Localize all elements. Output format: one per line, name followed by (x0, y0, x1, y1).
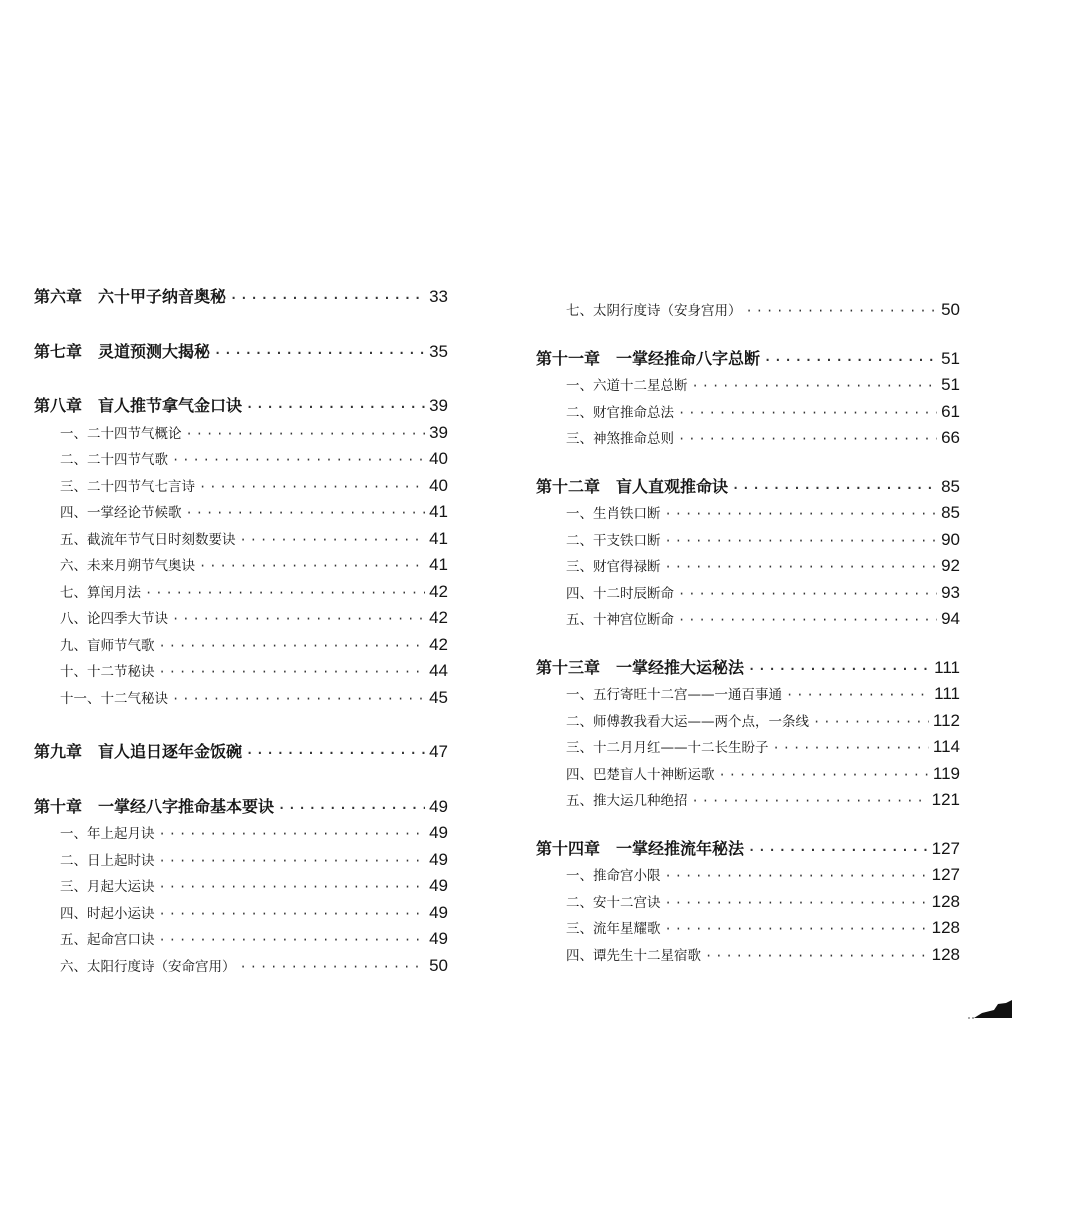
page-number: 41 (429, 555, 448, 574)
toc-section-entry[interactable] (536, 708, 960, 735)
page-number: 41 (429, 528, 448, 548)
page-number: 114 (932, 737, 960, 756)
toc-section-entry[interactable] (34, 847, 448, 874)
entry-title: 四、时起小运诀 (60, 905, 155, 922)
dot-leader (240, 527, 426, 554)
dot-leader (719, 762, 929, 789)
toc-chapter-entry[interactable] (536, 836, 960, 863)
entry-title: 第七章 灵道预测大揭秘 (34, 341, 211, 361)
toc-section-entry[interactable] (34, 926, 448, 953)
page-number: 119 (932, 763, 960, 783)
toc-section-entry[interactable] (536, 425, 960, 452)
dot-leader (159, 633, 426, 660)
dot-leader (278, 795, 425, 822)
page-number: 112 (932, 710, 960, 730)
page-number: 127 (931, 838, 960, 858)
dot-leader (145, 580, 425, 607)
page-number: 128 (931, 944, 960, 964)
page-number: 111 (934, 684, 960, 703)
entry-title: 四、巴楚盲人十神断运歌 (566, 766, 715, 783)
entry-title: 十一、十二气秘诀 (60, 690, 168, 707)
dot-leader (199, 474, 425, 501)
page-number: 50 (941, 300, 960, 319)
dot-leader (746, 298, 938, 325)
entry-title: 五、十神宫位断命 (566, 612, 674, 628)
toc-chapter-entry[interactable] (34, 794, 448, 821)
dot-leader (159, 874, 426, 901)
dot-leader (773, 735, 929, 762)
page-number: 33 (429, 287, 448, 306)
page-number: 35 (429, 341, 448, 361)
dot-leader (159, 848, 426, 875)
toc-section-entry[interactable] (34, 605, 448, 632)
toc-section-entry[interactable] (34, 526, 448, 553)
dot-leader (665, 501, 938, 528)
dot-leader (199, 553, 425, 580)
page-number: 49 (429, 929, 448, 948)
entry-title: 一、年上起月诀 (60, 826, 155, 842)
toc-section-entry[interactable] (536, 681, 960, 708)
toc-section-entry[interactable] (536, 297, 960, 324)
entry-title: 五、截流年节气日时刻数要诀 (60, 531, 236, 548)
entry-title: 第九章 盲人追日逐年金饭碗 (34, 742, 243, 761)
dot-leader (240, 954, 426, 981)
entry-title: 一、生肖铁口断 (566, 506, 661, 522)
page-number: 42 (429, 634, 448, 654)
page-number: 50 (429, 955, 448, 975)
dot-leader (159, 659, 426, 686)
page-number: 47 (429, 742, 448, 761)
dot-leader (732, 475, 937, 502)
toc-section-entry[interactable] (34, 685, 448, 712)
dot-leader (705, 943, 928, 970)
toc-group (34, 739, 448, 766)
entry-title: 七、太阴行度诗（安身宫用） (566, 303, 742, 319)
entry-title: 十、十二节秘诀 (60, 664, 155, 680)
entry-title: 一、推命宫小限 (566, 868, 661, 884)
dot-leader (186, 500, 426, 527)
entry-title: 六、太阳行度诗（安命宫用） (60, 958, 236, 975)
dot-leader (678, 607, 937, 634)
page-number: 61 (941, 401, 960, 421)
toc-section-entry[interactable] (536, 606, 960, 633)
toc-section-entry[interactable] (34, 552, 448, 579)
toc-section-entry[interactable] (536, 761, 960, 788)
page-number: 121 (931, 790, 960, 809)
toc-group (34, 284, 448, 311)
toc-section-entry[interactable] (34, 632, 448, 659)
toc-chapter-entry[interactable] (34, 393, 448, 420)
toc-section-entry[interactable] (34, 473, 448, 500)
entry-title: 五、起命宫口诀 (60, 932, 155, 948)
dot-leader (246, 740, 425, 767)
dot-leader (692, 788, 928, 815)
entry-title: 二、安十二宫诀 (566, 894, 661, 911)
entry-title: 七、算闰月法 (60, 584, 141, 601)
entry-title: 一、二十四节气概论 (60, 425, 182, 442)
entry-title: 四、十二时辰断命 (566, 585, 674, 602)
entry-title: 二、干支铁口断 (566, 532, 661, 549)
page-number: 93 (941, 582, 960, 602)
dot-leader (246, 394, 425, 421)
toc-section-entry[interactable] (34, 953, 448, 980)
toc-section-entry[interactable] (34, 873, 448, 900)
entry-title: 八、论四季大节诀 (60, 611, 168, 627)
page-number: 49 (429, 796, 448, 816)
dot-leader (692, 373, 938, 400)
toc-section-entry[interactable] (34, 820, 448, 847)
toc-group (34, 393, 448, 711)
dot-leader (665, 528, 938, 555)
toc-section-entry[interactable] (536, 862, 960, 889)
page-number: 45 (429, 687, 448, 707)
toc-left-column (34, 284, 448, 979)
dot-leader (678, 581, 937, 608)
page-corner-mark (968, 998, 1012, 1020)
toc-section-entry[interactable] (34, 900, 448, 927)
page-number: 85 (941, 476, 960, 496)
dot-leader (159, 927, 426, 954)
dot-leader (186, 421, 426, 448)
page-number: 42 (429, 581, 448, 601)
toc-group (536, 474, 960, 633)
entry-title: 三、神煞推命总则 (566, 431, 674, 447)
page-number: 128 (931, 891, 960, 911)
entry-title: 九、盲师节气歌 (60, 637, 155, 654)
toc-section-entry[interactable] (536, 942, 960, 969)
dot-leader (159, 901, 426, 928)
toc-section-entry[interactable] (34, 446, 448, 473)
entry-title: 第十一章 一掌经推命八字总断 (536, 348, 761, 368)
dot-leader (665, 863, 928, 890)
dot-leader (214, 340, 425, 367)
toc-section-entry[interactable] (34, 579, 448, 606)
dot-leader (665, 554, 938, 581)
page-number: 90 (941, 529, 960, 549)
entry-title: 二、财官推命总法 (566, 404, 674, 421)
dot-leader (159, 821, 426, 848)
toc-section-entry[interactable] (536, 915, 960, 942)
entry-title: 第八章 盲人推节拿气金口诀 (34, 396, 243, 415)
toc-group (536, 655, 960, 814)
dot-leader (172, 686, 425, 713)
entry-title: 三、月起大运诀 (60, 879, 155, 895)
dot-leader (786, 682, 930, 709)
entry-title: 二、二十四节气歌 (60, 452, 168, 468)
page-number: 40 (429, 449, 448, 468)
page-number: 127 (931, 865, 960, 884)
dot-leader (665, 890, 928, 917)
entry-title: 第十二章 盲人直观推命诀 (536, 476, 729, 496)
page-number: 39 (429, 396, 448, 415)
toc-chapter-entry[interactable] (536, 346, 960, 373)
toc-section-entry[interactable] (536, 372, 960, 399)
page-number: 66 (941, 428, 960, 447)
entry-title: 六、未来月朔节气奥诀 (60, 558, 195, 574)
dot-leader (678, 400, 937, 427)
toc-section-entry[interactable] (536, 553, 960, 580)
page-number: 49 (429, 876, 448, 895)
toc-section-entry[interactable] (34, 499, 448, 526)
entry-title: 一、五行寄旺十二宫——一通百事通 (566, 687, 782, 703)
toc-group (536, 836, 960, 969)
entry-title: 三、十二月月红——十二长生盼子 (566, 740, 769, 756)
toc-section-entry[interactable] (34, 658, 448, 685)
page-number: 49 (429, 849, 448, 869)
toc-section-entry[interactable] (536, 500, 960, 527)
entry-title: 第十三章 一掌经推大运秘法 (536, 657, 745, 677)
page-number: 92 (941, 556, 960, 575)
toc-section-entry[interactable] (536, 399, 960, 426)
page-number: 42 (429, 608, 448, 627)
entry-title: 二、日上起时诀 (60, 852, 155, 869)
page-number: 85 (941, 503, 960, 522)
entry-title: 二、师傅教我看大运——两个点，一条线 (566, 713, 809, 730)
entry-title: 三、流年星耀歌 (566, 921, 661, 937)
page-number: 39 (429, 422, 448, 442)
toc-group (34, 339, 448, 366)
toc-section-entry[interactable] (536, 527, 960, 554)
page-number: 51 (941, 375, 960, 394)
toc-chapter-entry[interactable] (34, 284, 448, 311)
dot-leader (748, 837, 928, 864)
page-number: 111 (934, 657, 960, 677)
page-number: 51 (941, 348, 960, 368)
entry-title: 五、推大运几种绝招 (566, 793, 688, 809)
entry-title: 第六章 六十甲子纳音奥秘 (34, 287, 227, 306)
entry-title: 四、一掌经论节候歌 (60, 505, 182, 521)
toc-chapter-entry[interactable] (536, 474, 960, 501)
dot-leader (172, 447, 425, 474)
entry-title: 三、财官得禄断 (566, 559, 661, 575)
page-number: 49 (429, 823, 448, 842)
dot-leader (665, 916, 928, 943)
page-number: 128 (931, 918, 960, 937)
toc-chapter-entry[interactable] (34, 739, 448, 766)
toc-group (34, 794, 448, 980)
page-number: 40 (429, 475, 448, 495)
toc-group (536, 297, 960, 324)
dot-leader (813, 709, 929, 736)
toc-section-entry[interactable] (536, 787, 960, 814)
toc-section-entry[interactable] (34, 420, 448, 447)
dot-leader (678, 426, 937, 453)
page-number: 41 (429, 502, 448, 521)
entry-title: 第十章 一掌经八字推命基本要诀 (34, 796, 275, 816)
toc-chapter-entry[interactable] (536, 655, 960, 682)
toc-group (536, 346, 960, 452)
dot-leader (764, 347, 937, 374)
entry-title: 三、二十四节气七言诗 (60, 478, 195, 495)
toc-section-entry[interactable] (536, 734, 960, 761)
page-number: 49 (429, 902, 448, 922)
dot-leader (748, 656, 930, 683)
entry-title: 第十四章 一掌经推流年秘法 (536, 838, 745, 858)
entry-title: 四、谭先生十二星宿歌 (566, 947, 701, 964)
page-number: 94 (941, 609, 960, 628)
toc-section-entry[interactable] (536, 580, 960, 607)
toc-chapter-entry[interactable] (34, 339, 448, 366)
dot-leader (172, 606, 425, 633)
entry-title: 一、六道十二星总断 (566, 378, 688, 394)
dot-leader (230, 285, 425, 312)
toc-section-entry[interactable] (536, 889, 960, 916)
toc-right-column (536, 297, 960, 968)
page-number: 44 (429, 661, 448, 680)
